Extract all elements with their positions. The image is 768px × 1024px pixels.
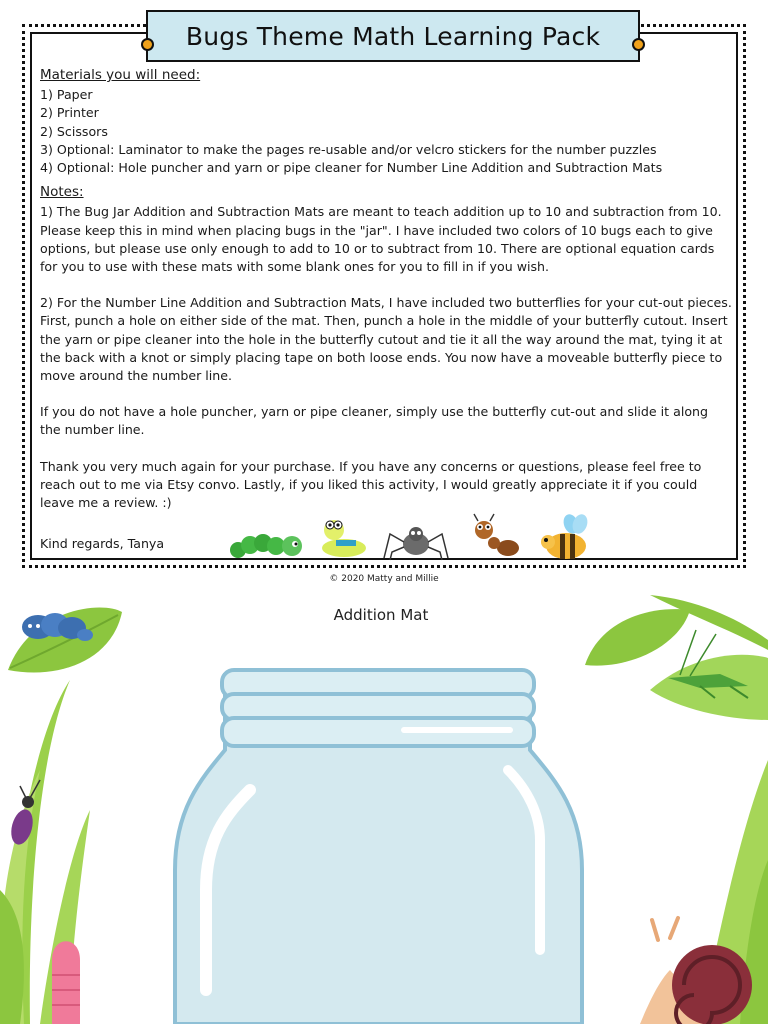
- addition-mat-scene: [0, 590, 768, 1024]
- caterpillar-icon: [230, 534, 302, 558]
- materials-item: 2) Scissors: [40, 123, 108, 139]
- materials-item: 1) Paper: [40, 87, 93, 103]
- signoff: Kind regards, Tanya: [40, 536, 165, 551]
- jar-illustration: [175, 670, 582, 1024]
- banner-peg-left: [141, 38, 154, 51]
- materials-item: 4) Optional: Hole puncher and yarn or pipe cleaner for Number Line Addition and Subtraction Mats: [40, 160, 663, 176]
- notes-heading: Notes:: [40, 184, 84, 201]
- copyright-footer: © 2020 Matty and Millie: [329, 574, 439, 584]
- ant-icon: [474, 514, 519, 556]
- mat-title: Addition Mat: [333, 606, 429, 624]
- worm-icon: [52, 941, 80, 1024]
- title-banner: [146, 10, 640, 62]
- notes-paragraph: 1) The Bug Jar Addition and Subtraction Mats are meant to teach addition up to 10 and subtraction from 10. Please keep this in mind when placing bugs in the "jar". I have included two colors of 10 bugs each to give options, but please use only enough to add to 10 or to subtract from 10. There are optional equation cards for you to use with these mats with some blank ones for you to fill in if you wish.: [40, 204, 722, 275]
- materials-item: 2) Printer: [40, 105, 99, 121]
- notes-paragraph: If you do not have a hole puncher, yarn or pipe cleaner, simply use the butterfly cut-out and slide it along the number line.: [40, 404, 709, 438]
- notes-paragraph: 2) For the Number Line Addition and Subtraction Mats, I have included two butterflies for your cut-out pieces. First, punch a hole on either side of the mat. Then, punch a hole in the middle of your butterfly cutout. Insert the yarn or pipe cleaner into the hole in the butterfly cutout and tie it all the way around the mat, tying it at the back with a knot or simply placing tape on both loose ends. You now have a moveable butterfly piece to move around the number line.: [40, 295, 732, 384]
- worm-bug-icon: [322, 520, 366, 557]
- bug-illustrations: [226, 512, 596, 562]
- notes-paragraph: Thank you very much again for your purchase. If you have any concerns or questions, please feel free to reach out to me via Etsy convo. Lastly, if you liked this activity, I would greatly appreciate it if you could leave me a review. :): [40, 458, 702, 511]
- bee-icon: [541, 512, 590, 559]
- page-title: Bugs Theme Math Learning Pack: [185, 21, 601, 51]
- materials-item: 3) Optional: Laminator to make the pages re-usable and/or velcro stickers for the number puzzles: [40, 141, 657, 157]
- content-body: [40, 66, 732, 512]
- materials-heading: Materials you will need:: [40, 67, 201, 83]
- spider-icon: [384, 527, 448, 560]
- banner-peg-right: [632, 38, 645, 51]
